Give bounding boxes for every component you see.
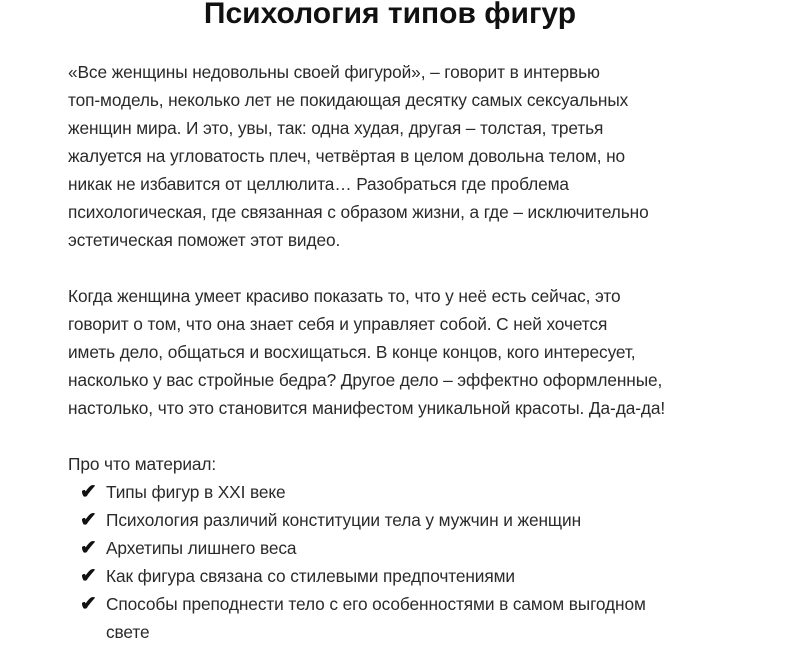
paragraph-line: говорит о том, что она знает себя и управляет собой. С ней хочется	[68, 314, 608, 334]
check-icon: ✔	[80, 509, 97, 531]
topics-checklist	[68, 478, 728, 646]
paragraph-line: никак не избавится от целлюлита… Разобраться где проблема	[68, 174, 569, 194]
checklist-item-label: Архетипы лишнего веса	[106, 538, 297, 558]
checklist-item	[68, 506, 728, 534]
paragraph-line: психологическая, где связанная с образом жизни, а где – исключительно	[68, 202, 649, 222]
article-body	[68, 58, 728, 646]
paragraph-line: насколько у вас стройные бедра? Другое дело – эффектно оформленные,	[68, 370, 663, 390]
paragraph-line: топ-модель, неколько лет не покидающая десятку самых сексуальных	[68, 90, 629, 110]
paragraph-line: жалуется на угловатость плеч, четвёртая в целом довольна телом, но	[68, 146, 626, 166]
paragraph-line: настолько, что это становится манифестом уникальной красоты. Да-да-да!	[68, 398, 666, 418]
checklist-item-label: Типы фигур в XXI веке	[106, 482, 286, 502]
checklist-item	[68, 562, 728, 590]
intro-paragraph	[68, 58, 728, 254]
checklist-item-label: Способы преподнести тело с его особенностями в самом выгодном	[106, 594, 646, 614]
second-paragraph	[68, 282, 728, 422]
paragraph-line: эстетическая поможет этот видео.	[68, 230, 341, 250]
paragraph-line: иметь дело, общаться и восхищаться. В конце концов, кого интересует,	[68, 342, 636, 362]
paragraph-line: Когда женщина умеет красиво показать то, что у неё есть сейчас, это	[68, 286, 621, 306]
checklist-item	[68, 478, 728, 506]
check-icon: ✔	[80, 481, 97, 503]
paragraph-line: женщин мира. И это, увы, так: одна худая, другая – толстая, третья	[68, 118, 604, 138]
list-intro: Про что материал:	[68, 454, 217, 474]
check-icon: ✔	[80, 537, 97, 559]
checklist-item-label: свете	[106, 622, 150, 642]
checklist-item	[68, 534, 728, 562]
checklist-item-label: Психология различий конституции тела у мужчин и женщин	[106, 510, 582, 530]
checklist-item-label: Как фигура связана со стилевыми предпочтениями	[106, 566, 515, 586]
check-icon: ✔	[80, 593, 97, 615]
page-title: Психология типов фигур	[203, 0, 577, 30]
check-icon: ✔	[80, 565, 97, 587]
paragraph-line: «Все женщины недовольны своей фигурой», – говорит в интервью	[68, 62, 600, 82]
